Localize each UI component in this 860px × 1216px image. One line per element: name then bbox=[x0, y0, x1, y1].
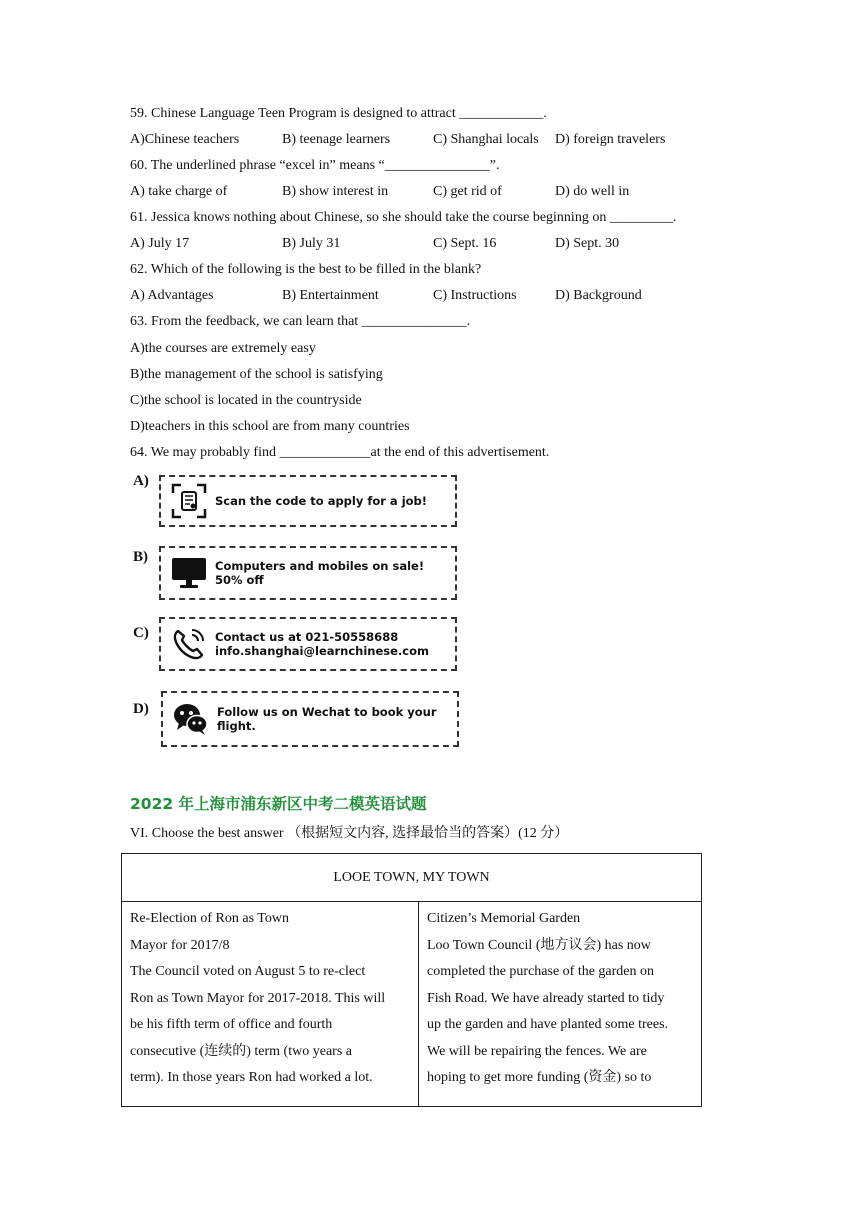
question-63-option-d: D)teachers in this school are from many countries bbox=[130, 419, 410, 434]
section-title: 2022 年上海市浦东新区中考二模英语试题 bbox=[130, 795, 427, 813]
option-b: B) show interest in bbox=[282, 184, 389, 199]
left-line: be his fifth term of office and fourth bbox=[130, 1017, 333, 1032]
ad-c-line-1: Contact us at 021-50558688 bbox=[215, 630, 399, 644]
option-b: B) Entertainment bbox=[282, 288, 379, 303]
ad-b-line-1: Computers and mobiles on sale! bbox=[215, 559, 425, 573]
right-line: up the garden and have planted some trees. bbox=[427, 1017, 669, 1032]
question-63-option-b: B)the management of the school is satisfying bbox=[130, 367, 383, 382]
option-c: C) Sept. 16 bbox=[433, 236, 497, 251]
right-line: Loo Town Council (地方议会) has now bbox=[427, 937, 651, 953]
question-63-option-a: A)the courses are extremely easy bbox=[130, 341, 316, 356]
option-a: A) July 17 bbox=[130, 236, 190, 251]
right-article bbox=[419, 902, 702, 1107]
qr-code-icon bbox=[167, 479, 211, 523]
option-d: D) Background bbox=[555, 288, 642, 303]
left-line: Mayor for 2017/8 bbox=[130, 937, 230, 953]
monitor-icon bbox=[167, 551, 211, 595]
option-c: C) get rid of bbox=[433, 184, 502, 199]
question-60-stem: 60. The underlined phrase “excel in” means “_______________”. bbox=[130, 158, 500, 173]
question-64-stem: 64. We may probably find _____________at the end of this advertisement. bbox=[130, 445, 550, 460]
left-line: term). In those years Ron had worked a lot. bbox=[130, 1070, 373, 1085]
ad-d-letter: D) bbox=[133, 701, 149, 717]
left-line: consecutive (连续的) term (two years a bbox=[130, 1043, 352, 1059]
newsletter-header: LOOE TOWN, MY TOWN bbox=[122, 854, 702, 902]
option-b: B) teenage learners bbox=[282, 132, 391, 147]
option-a: A)Chinese teachers bbox=[130, 132, 240, 147]
ad-a-line-1: Scan the code to apply for a job! bbox=[215, 494, 428, 508]
ad-c-letter: C) bbox=[133, 625, 149, 641]
option-d: D) Sept. 30 bbox=[555, 236, 620, 251]
option-c: C) Shanghai locals bbox=[433, 132, 539, 147]
right-line: Citizen’s Memorial Garden bbox=[427, 911, 581, 926]
ad-c-line-2: info.shanghai@learnchinese.com bbox=[215, 644, 430, 658]
ad-b-line-2: 50% off bbox=[215, 573, 264, 587]
ad-option-a bbox=[159, 475, 457, 527]
left-article bbox=[122, 902, 419, 1107]
right-line: Fish Road. We have already started to tidy bbox=[427, 990, 665, 1006]
ad-d-line-2: flight. bbox=[217, 719, 256, 733]
question-61-stem: 61. Jessica knows nothing about Chinese, so she should take the course beginning on _________. bbox=[130, 210, 677, 225]
ad-option-d bbox=[161, 691, 459, 747]
ad-c-text bbox=[215, 630, 429, 658]
right-line: completed the purchase of the garden on bbox=[427, 964, 655, 979]
right-line: hoping to get more funding (资金) so to bbox=[427, 1070, 652, 1085]
left-line: Re-Election of Ron as Town bbox=[130, 911, 289, 926]
left-line: The Council voted on August 5 to re-clect bbox=[130, 964, 366, 979]
ad-d-text bbox=[217, 705, 437, 733]
ad-d-line-1: Follow us on Wechat to book your bbox=[217, 705, 437, 719]
question-59-stem: 59. Chinese Language Teen Program is designed to attract ____________. bbox=[130, 106, 547, 121]
option-a: A) take charge of bbox=[130, 184, 228, 199]
option-c: C) Instructions bbox=[433, 288, 517, 303]
wechat-icon bbox=[169, 697, 213, 741]
ad-b-text bbox=[215, 559, 424, 587]
option-d: D) do well in bbox=[555, 184, 630, 199]
question-62-stem: 62. Which of the following is the best to be filled in the blank? bbox=[130, 262, 482, 277]
right-line: We will be repairing the fences. We are bbox=[427, 1043, 647, 1059]
option-a: A) Advantages bbox=[130, 288, 214, 303]
ad-option-b bbox=[159, 546, 457, 600]
question-63-stem: 63. From the feedback, we can learn that _______________. bbox=[130, 314, 471, 329]
question-63-option-c: C)the school is located in the countryside bbox=[130, 393, 362, 408]
left-line: Ron as Town Mayor for 2017-2018. This will bbox=[130, 990, 386, 1006]
ad-a-text bbox=[215, 494, 427, 508]
ad-a-letter: A) bbox=[133, 473, 149, 489]
ad-b-letter: B) bbox=[133, 549, 148, 565]
newsletter-table bbox=[121, 853, 702, 1107]
section-instruction: VI. Choose the best answer （根据短文内容, 选择最恰当的答案）(12 分） bbox=[130, 826, 569, 841]
option-b: B) July 31 bbox=[282, 236, 341, 251]
option-d: D) foreign travelers bbox=[555, 132, 666, 147]
ad-option-c bbox=[159, 617, 457, 671]
phone-icon bbox=[167, 622, 211, 666]
